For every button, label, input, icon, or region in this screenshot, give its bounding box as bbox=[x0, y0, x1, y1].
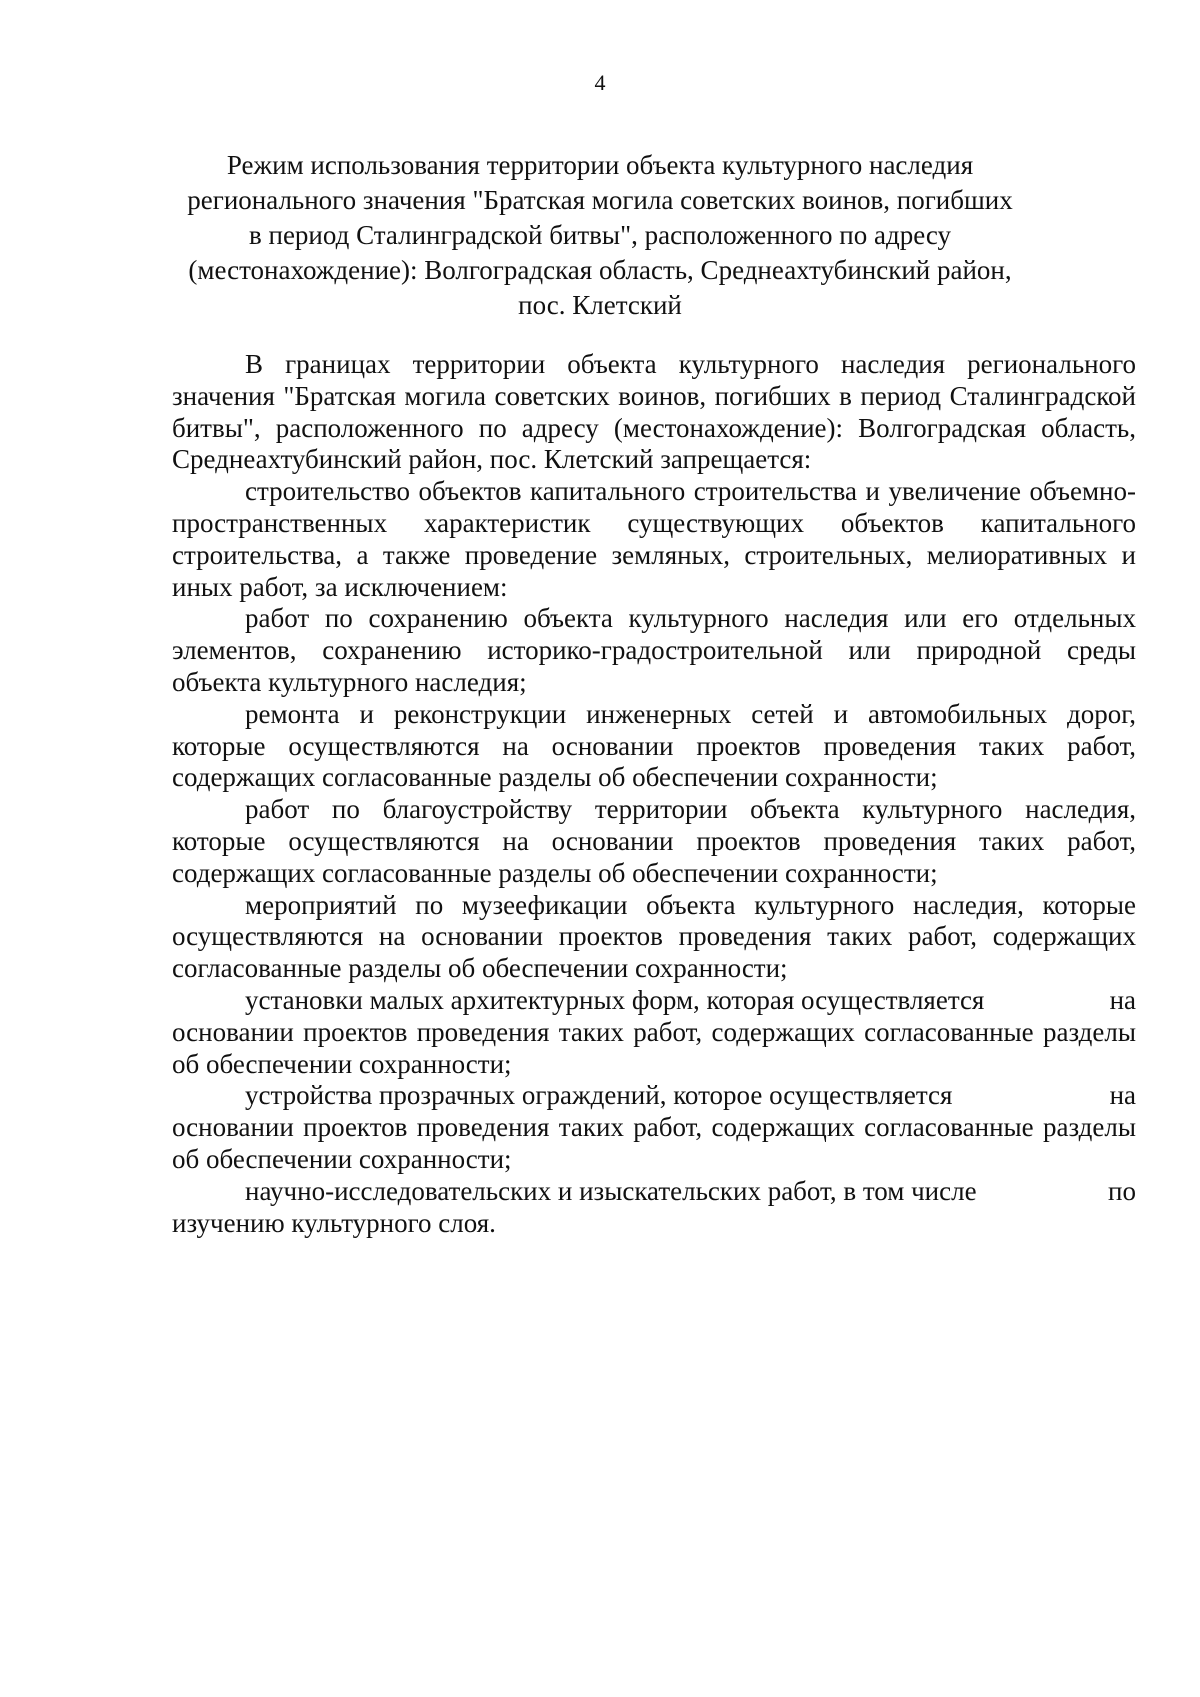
page-number: 4 bbox=[594, 70, 606, 95]
paragraph-lead: устройства прозрачных ограждений, которое осуществляется bbox=[245, 1080, 953, 1111]
paragraph-rest: изучению культурного слоя. bbox=[172, 1207, 496, 1238]
document-title bbox=[150, 148, 1050, 323]
body-paragraph-repair: ремонта и реконструкции инженерных сетей и автомобильных дорог, которые осуществляются на основании проектов проведения таких работ, содержащих согласованные разделы об обеспечении сохранности; bbox=[172, 698, 1136, 793]
body-paragraph-intro: В границах территории объекта культурного наследия регионального значения "Братская могила советских воинов, погибших в период Сталинградской битвы", расположенного по адресу (местонахождение): Волгоградская область, Среднеахтубинский район, пос. Клетский запрещается: bbox=[172, 349, 1136, 475]
body-paragraph-landscaping: работ по благоустройству территории объекта культурного наследия, которые осуществляются на основании проектов проведения таких работ, содержащих согласованные разделы об обеспечении сохранности; bbox=[172, 794, 1136, 888]
title-line: (местонахождение): Волгоградская область, Среднеахтубинский район, bbox=[188, 255, 1012, 285]
title-line: регионального значения "Братская могила советских воинов, погибших bbox=[187, 185, 1013, 215]
paragraph-first-line bbox=[172, 1176, 1136, 1208]
body-paragraph-museumification: мероприятий по музеефикации объекта культурного наследия, которые осуществляются на основании проектов проведения таких работ, содержащих согласованные разделы об обеспечении сохранности; bbox=[172, 889, 1136, 984]
title-line: Режим использования территории объекта культурного наследия bbox=[226, 150, 974, 180]
paragraph-lead: научно-исследовательских и изыскательских работ, в том числе bbox=[245, 1175, 977, 1206]
body-paragraph-construction: строительство объектов капитального строительства и увеличение объемно-пространственных характеристик существующих объектов капитального строительства, а также проведение земляных, строительных, мелиоративных и иных работ, за исключением: bbox=[172, 476, 1136, 602]
paragraph-rest: основании проектов проведения таких работ, содержащих согласованные разделы об обеспечении сохранности; bbox=[172, 1112, 1136, 1174]
title-line: пос. Клетский bbox=[518, 290, 682, 320]
paragraph-tail: по bbox=[1108, 1175, 1136, 1206]
paragraph-rest: основании проектов проведения таких работ, содержащих согласованные разделы об обеспечении сохранности; bbox=[172, 1016, 1136, 1079]
body-paragraph-small-forms bbox=[172, 985, 1136, 1080]
title-line: в период Сталинградской битвы", расположенного по адресу bbox=[249, 220, 951, 250]
paragraph-tail: на bbox=[1109, 1080, 1136, 1111]
body-paragraph-fences bbox=[172, 1080, 1136, 1175]
paragraph-first-line bbox=[172, 985, 1136, 1017]
body-paragraph-research bbox=[172, 1176, 1136, 1240]
paragraph-first-line bbox=[172, 1080, 1136, 1112]
body-paragraph-preservation: работ по сохранению объекта культурного наследия или его отдельных элементов, сохранению историко-градостроительной или природной среды объекта культурного наследия; bbox=[172, 603, 1136, 697]
paragraph-tail: на bbox=[1109, 984, 1136, 1015]
paragraph-lead: установки малых архитектурных форм, которая осуществляется bbox=[245, 984, 985, 1015]
document-body bbox=[172, 349, 1136, 1239]
